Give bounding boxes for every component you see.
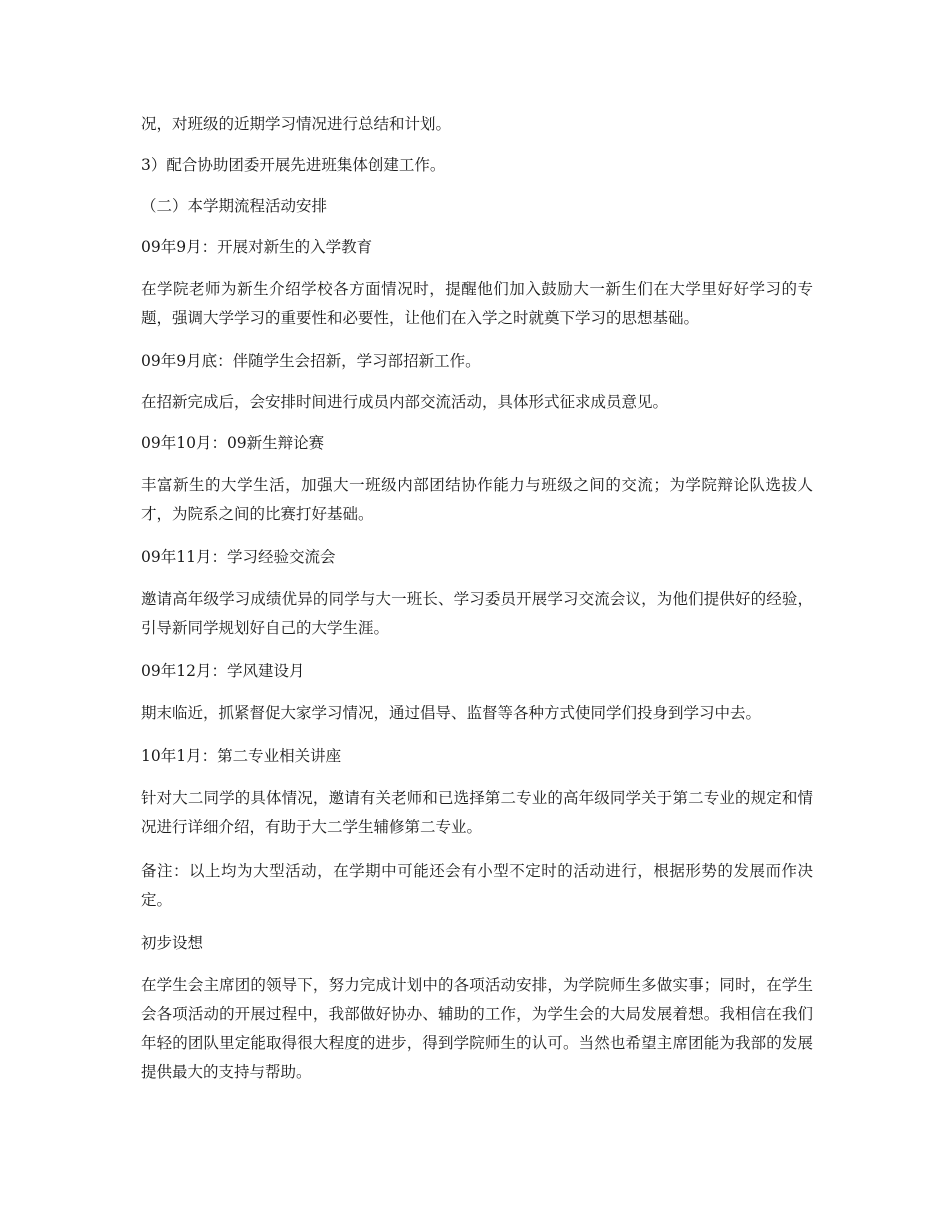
schedule-heading-dec: 09年12月：学风建设月	[141, 662, 305, 680]
schedule-body-sep: 在学院老师为新生介绍学校各方面情况时，提醒他们加入鼓励大一新生们在大学里好好学习的专题，强调大学学习的重要性和必要性，让他们在入学之时就奠下学习的思想基础。	[141, 280, 813, 327]
schedule-heading-jan: 10年1月：第二专业相关讲座	[141, 747, 342, 765]
schedule-body-jan: 针对大二同学的具体情况，邀请有关老师和已选择第二专业的高年级同学关于第二专业的规定和情况进行详细介绍，有助于大二学生辅修第二专业。	[141, 789, 813, 836]
schedule-heading-sep-end: 09年9月底：伴随学生会招新，学习部招新工作。	[141, 352, 481, 370]
section-heading-preliminary: 初步设想	[141, 934, 204, 952]
schedule-body-nov: 邀请高年级学习成绩优异的同学与大一班长、学习委员开展学习交流会议，为他们提供好的经验，引导新同学规划好自己的大学生涯。	[141, 590, 813, 637]
section-heading-schedule: （二）本学期流程活动安排	[141, 197, 328, 215]
schedule-heading-sep: 09年9月：开展对新生的入学教育	[141, 238, 373, 256]
preliminary-body: 在学生会主席团的领导下，努力完成计划中的各项活动安排，为学院师生多做实事；同时，在学生会各项活动的开展过程中，我部做好协办、辅助的工作，为学生会的大局发展着想。我相信在我们年轻的团队里定能取得很大程度的进步，得到学院师生的认可。当然也希望主席团能为我部的发展提供最大的支持与帮助。	[141, 976, 813, 1081]
schedule-body-oct: 丰富新生的大学生活，加强大一班级内部团结协作能力与班级之间的交流；为学院辩论队选拔人才，为院系之间的比赛打好基础。	[141, 476, 813, 523]
remarks-paragraph: 备注：以上均为大型活动，在学期中可能还会有小型不定时的活动进行，根据形势的发展而作决定。	[141, 862, 813, 909]
paragraph-item-3: 3）配合协助团委开展先进班集体创建工作。	[141, 156, 446, 174]
schedule-heading-oct: 09年10月：09新生辩论赛	[141, 434, 325, 452]
document-body	[141, 111, 813, 1102]
schedule-body-sep-end: 在招新完成后，会安排时间进行成员内部交流活动，具体形式征求成员意见。	[141, 393, 669, 411]
schedule-body-dec: 期末临近，抓紧督促大家学习情况，通过倡导、监督等各种方式使同学们投身到学习中去。	[141, 704, 762, 722]
paragraph-continuation: 况，对班级的近期学习情况进行总结和计划。	[141, 115, 452, 133]
schedule-heading-nov: 09年11月：学习经验交流会	[141, 548, 336, 566]
